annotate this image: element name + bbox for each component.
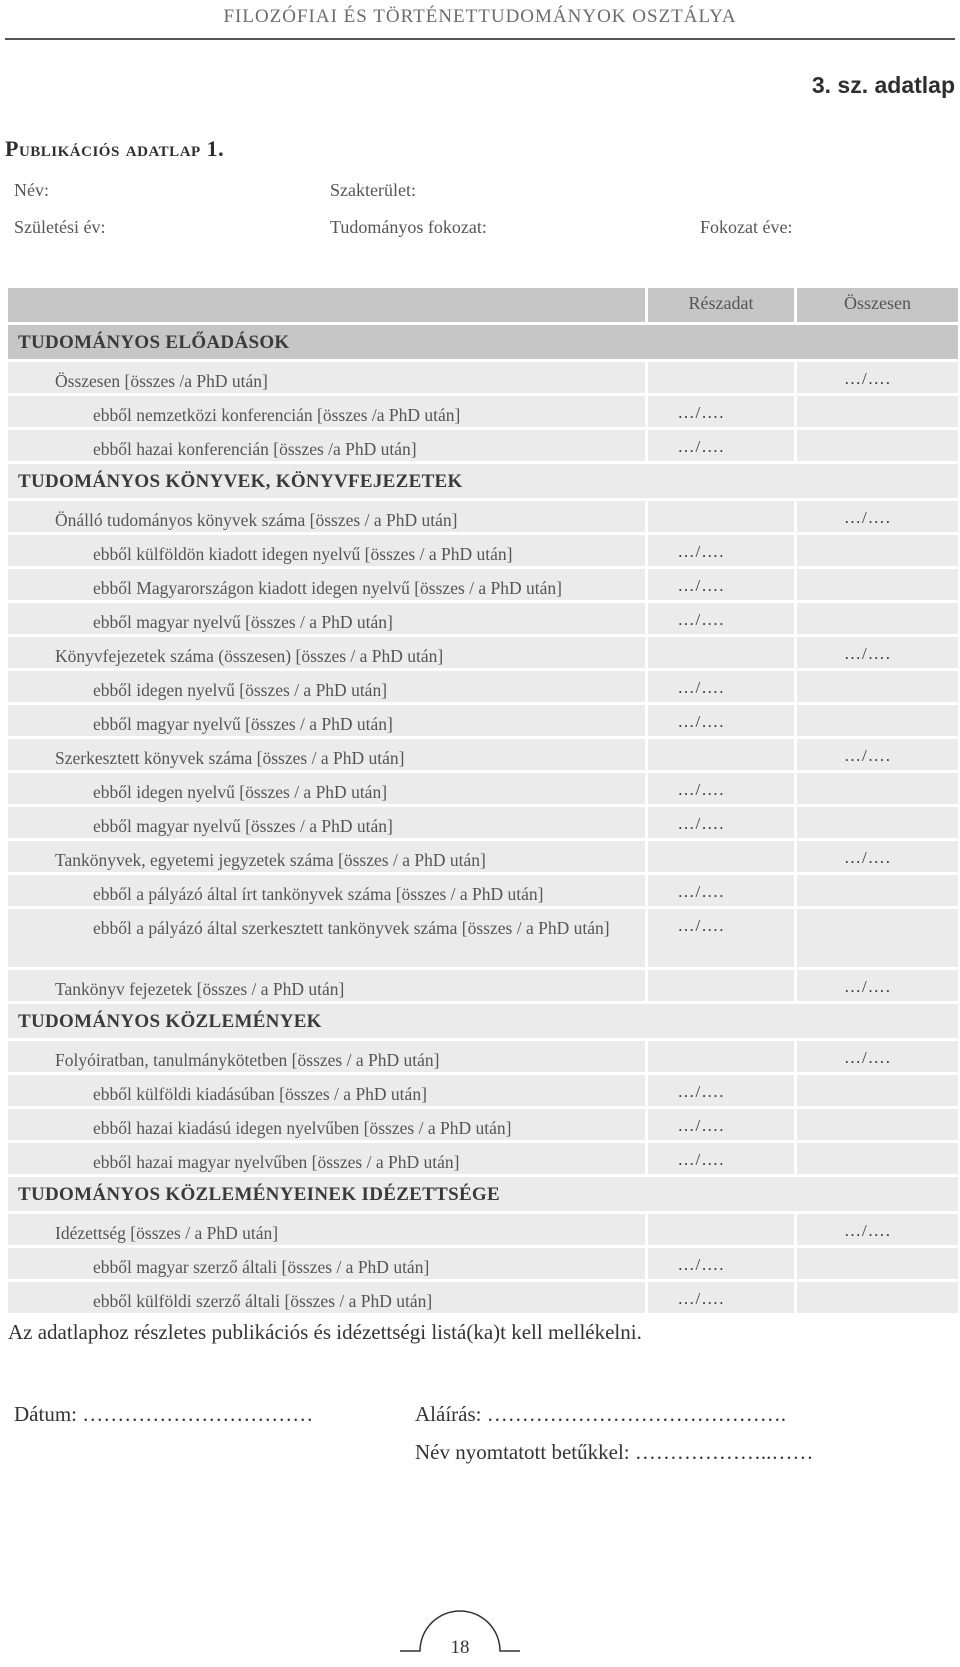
table-row: [8, 1248, 958, 1279]
total-cell[interactable]: [797, 1214, 958, 1245]
total-cell[interactable]: [797, 1143, 958, 1174]
sub-item-label: ebből magyar szerző általi [összes / a PhD után]: [93, 1257, 430, 1277]
header-title: FILOZÓFIAI ÉS TÖRTÉNETTUDOMÁNYOK OSZTÁLYA: [223, 6, 737, 27]
total-cell[interactable]: [797, 1075, 958, 1106]
total-value: …/….: [844, 1221, 891, 1240]
partial-cell[interactable]: [648, 773, 794, 804]
partial-value: …/….: [677, 678, 725, 697]
total-item-label: Önálló tudományos könyvek száma [összes / a PhD után]: [55, 510, 458, 530]
attachment-note: Az adatlaphoz részletes publikációs és idézettségi listá(ka)t kell mellékelni.: [8, 1320, 642, 1344]
total-item-label: Tankönyvek, egyetemi jegyzetek száma [összes / a PhD után]: [55, 850, 486, 870]
total-item-label: Szerkesztett könyvek száma [összes / a PhD után]: [55, 748, 405, 768]
partial-cell[interactable]: [648, 807, 794, 838]
total-item-label: Idézettség [összes / a PhD után]: [55, 1223, 279, 1243]
page-number-ornament: [380, 1585, 540, 1663]
col-partial-label: Részadat: [688, 293, 754, 313]
table-row: [8, 1143, 958, 1174]
total-cell[interactable]: [797, 875, 958, 906]
label-cell: [8, 970, 645, 1001]
label-cell: [8, 841, 645, 872]
total-value: …/….: [844, 644, 891, 663]
partial-value: …/….: [677, 916, 725, 935]
partial-cell[interactable]: [648, 501, 794, 532]
total-cell[interactable]: [797, 1109, 958, 1140]
partial-value: …/….: [677, 610, 725, 629]
total-cell[interactable]: [797, 603, 958, 634]
label-cell: [8, 637, 645, 668]
partial-cell[interactable]: [648, 637, 794, 668]
table-row: [8, 1075, 958, 1106]
total-item-label: Könyvfejezetek száma (összesen) [összes / a PhD után]: [55, 646, 444, 666]
partial-value: …/….: [677, 1150, 725, 1169]
table-row: [8, 807, 958, 838]
total-cell[interactable]: [797, 671, 958, 702]
partial-cell[interactable]: [648, 875, 794, 906]
sub-item-label: ebből hazai kiadású idegen nyelvűben [összes / a PhD után]: [93, 1118, 512, 1138]
partial-cell[interactable]: [648, 603, 794, 634]
section-row: [8, 325, 958, 359]
partial-cell[interactable]: [648, 569, 794, 600]
header-rule: [5, 38, 955, 40]
sheet-number: 3. sz. adatlap: [811, 72, 955, 98]
sub-item-label: ebből magyar nyelvű [összes / a PhD után]: [93, 612, 393, 632]
partial-cell[interactable]: [648, 671, 794, 702]
table-row: [8, 396, 958, 427]
section-cell: [8, 1004, 958, 1038]
section-cell: [8, 325, 958, 359]
partial-value: …/….: [677, 780, 725, 799]
total-cell[interactable]: [797, 1248, 958, 1279]
total-item-label: Összesen [összes /a PhD után]: [55, 371, 268, 391]
section-cell: [8, 1177, 958, 1211]
total-cell[interactable]: [797, 841, 958, 872]
table-row: [8, 671, 958, 702]
partial-cell[interactable]: [648, 1248, 794, 1279]
partial-cell[interactable]: [648, 535, 794, 566]
sub-item-label: ebből Magyarországon kiadott idegen nyelvű [összes / a PhD után]: [93, 578, 562, 598]
label-cell: [8, 807, 645, 838]
header-total-cell: [797, 288, 958, 322]
sub-item-label: ebből külföldi kiadásúban [összes / a PhD után]: [93, 1084, 427, 1104]
total-cell[interactable]: [797, 637, 958, 668]
table-row: [8, 773, 958, 804]
partial-value: …/….: [677, 437, 725, 456]
printed-name-line: Név nyomtatott betűkkel: ………………..……: [415, 1440, 814, 1464]
total-item-label: Tankönyv fejezetek [összes / a PhD után]: [55, 979, 345, 999]
sub-item-label: ebből hazai konferencián [összes /a PhD után]: [93, 439, 417, 459]
partial-cell[interactable]: [648, 396, 794, 427]
partial-cell[interactable]: [648, 1041, 794, 1072]
partial-value: …/….: [677, 712, 725, 731]
table-row: [8, 739, 958, 770]
name-field-label: Név:: [14, 180, 49, 200]
partial-value: …/….: [677, 576, 725, 595]
header-partial-cell: [648, 288, 794, 322]
table-row: [8, 1041, 958, 1072]
partial-cell[interactable]: [648, 970, 794, 1001]
page-header: [0, 0, 960, 40]
sub-item-label: ebből magyar nyelvű [összes / a PhD után]: [93, 714, 393, 734]
table-row: [8, 841, 958, 872]
total-cell[interactable]: [797, 501, 958, 532]
table-row: [8, 875, 958, 906]
total-cell[interactable]: [797, 430, 958, 461]
sub-item-label: ebből magyar nyelvű [összes / a PhD után]: [93, 816, 393, 836]
section-title: TUDOMÁNYOS KÖZLEMÉNYEK: [18, 1011, 322, 1032]
partial-value: …/….: [677, 1082, 725, 1101]
table-row: [8, 705, 958, 736]
total-cell[interactable]: [797, 396, 958, 427]
sub-item-label: ebből idegen nyelvű [összes / a PhD után]: [93, 782, 388, 802]
label-cell: [8, 501, 645, 532]
birth-year-label: Születési év:: [14, 217, 106, 237]
page-number: 18: [450, 1637, 470, 1658]
partial-cell[interactable]: [648, 1143, 794, 1174]
label-cell: [8, 535, 645, 566]
label-cell: [8, 603, 645, 634]
partial-cell[interactable]: [648, 1109, 794, 1140]
publication-table: [8, 288, 958, 1313]
sub-item-label: ebből nemzetközi konferencián [összes /a PhD után]: [93, 405, 461, 425]
label-cell: [8, 1248, 645, 1279]
table-row: [8, 637, 958, 668]
partial-cell[interactable]: [648, 1282, 794, 1313]
label-cell: [8, 1109, 645, 1140]
total-value: …/….: [844, 977, 891, 996]
label-cell: [8, 569, 645, 600]
partial-value: …/….: [677, 882, 725, 901]
partial-cell[interactable]: [648, 841, 794, 872]
table-row: [8, 1109, 958, 1140]
partial-value: …/….: [677, 1255, 725, 1274]
section-row: [8, 1004, 958, 1038]
label-cell: [8, 739, 645, 770]
section-title: TUDOMÁNYOS KÖZLEMÉNYEINEK IDÉZETTSÉGE: [18, 1184, 500, 1205]
table-row: [8, 362, 958, 393]
total-cell[interactable]: [797, 773, 958, 804]
partial-cell[interactable]: [648, 362, 794, 393]
partial-value: …/….: [677, 814, 725, 833]
label-cell: [8, 430, 645, 461]
partial-value: …/….: [677, 1116, 725, 1135]
partial-cell[interactable]: [648, 739, 794, 770]
partial-value: …/….: [677, 542, 725, 561]
label-cell: [8, 362, 645, 393]
table-row: [8, 909, 958, 967]
total-value: …/….: [844, 1048, 891, 1067]
total-value: …/….: [844, 369, 891, 388]
sub-item-label: ebből külföldi szerző általi [összes / a PhD után]: [93, 1291, 433, 1311]
total-cell[interactable]: [797, 1282, 958, 1313]
total-value: …/….: [844, 508, 891, 527]
partial-cell[interactable]: [648, 1214, 794, 1245]
section-title: TUDOMÁNYOS KÖNYVEK, KÖNYVFEJEZETEK: [18, 471, 463, 492]
header-blank-cell: [8, 288, 645, 322]
total-cell[interactable]: [797, 1041, 958, 1072]
col-total-label: Összesen: [844, 293, 911, 313]
total-item-label: Folyóiratban, tanulmánykötetben [összes / a PhD után]: [55, 1050, 440, 1070]
total-cell[interactable]: [797, 970, 958, 1001]
table-row: [8, 1282, 958, 1313]
sub-item-label: ebből idegen nyelvű [összes / a PhD után]: [93, 680, 388, 700]
partial-value: …/….: [677, 1289, 725, 1308]
section-row: [8, 1177, 958, 1211]
table-header-row: [8, 288, 958, 322]
label-cell: [8, 909, 645, 967]
table-row: [8, 501, 958, 532]
sub-item-label: ebből a pályázó által írt tankönyvek száma [összes / a PhD után]: [93, 884, 544, 904]
partial-cell[interactable]: [648, 705, 794, 736]
total-cell[interactable]: [797, 535, 958, 566]
label-cell: [8, 1075, 645, 1106]
date-line: Dátum: ……………………………: [14, 1402, 314, 1426]
section-cell: [8, 464, 958, 498]
label-cell: [8, 773, 645, 804]
degree-year-label: Fokozat éve:: [700, 217, 793, 237]
label-cell: [8, 1282, 645, 1313]
total-cell[interactable]: [797, 739, 958, 770]
partial-cell[interactable]: [648, 430, 794, 461]
table-row: [8, 535, 958, 566]
table-row: [8, 569, 958, 600]
label-cell: [8, 1143, 645, 1174]
signature-line: Aláírás: …………………………………….: [415, 1402, 786, 1426]
table-row: [8, 430, 958, 461]
total-cell[interactable]: [797, 909, 958, 967]
table-row: [8, 1214, 958, 1245]
label-cell: [8, 705, 645, 736]
partial-cell[interactable]: [648, 1075, 794, 1106]
label-cell: [8, 671, 645, 702]
section-title: TUDOMÁNYOS ELŐADÁSOK: [18, 332, 290, 353]
total-cell[interactable]: [797, 362, 958, 393]
sub-item-label: ebből hazai magyar nyelvűben [összes / a PhD után]: [93, 1152, 460, 1172]
degree-label: Tudományos fokozat:: [330, 217, 487, 237]
form-title: Publikációs adatlap 1.: [5, 136, 225, 161]
total-cell[interactable]: [797, 705, 958, 736]
partial-cell[interactable]: [648, 909, 794, 967]
table-row: [8, 603, 958, 634]
total-cell[interactable]: [797, 569, 958, 600]
label-cell: [8, 396, 645, 427]
total-value: …/….: [844, 848, 891, 867]
total-cell[interactable]: [797, 807, 958, 838]
label-cell: [8, 875, 645, 906]
field-of-study-label: Szakterület:: [330, 180, 416, 200]
table-row: [8, 970, 958, 1001]
label-cell: [8, 1214, 645, 1245]
total-value: …/….: [844, 746, 891, 765]
sub-item-label: ebből külföldön kiadott idegen nyelvű [összes / a PhD után]: [93, 544, 513, 564]
label-cell: [8, 1041, 645, 1072]
partial-value: …/….: [677, 403, 725, 422]
section-row: [8, 464, 958, 498]
sub-item-label: ebből a pályázó által szerkesztett tankönyvek száma [összes / a PhD után]: [93, 918, 610, 938]
